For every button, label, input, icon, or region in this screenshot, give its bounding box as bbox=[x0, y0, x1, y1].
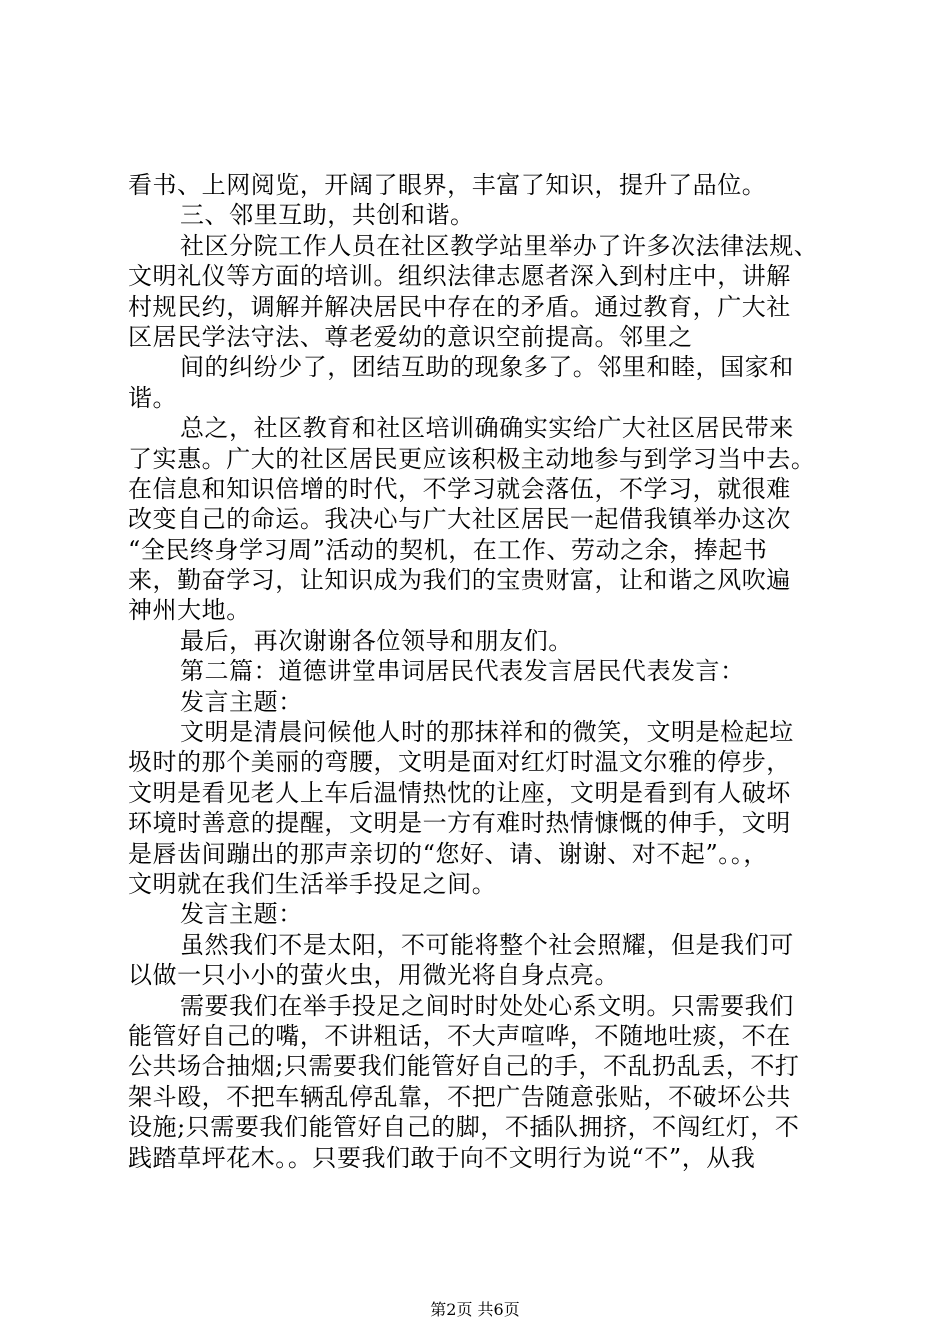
text-line: 设施;只需要我们能管好自己的脚，不插队拥挤，不闯红灯，不 bbox=[128, 1113, 800, 1142]
text-line: 环境时善意的提醒，文明是一方有难时热情慷慨的伸手，文明 bbox=[128, 809, 791, 838]
text-line: 是唇齿间蹦出的那声亲切的“您好、请、谢谢、对不起”。。， bbox=[128, 839, 768, 868]
page-footer: 第2页 共6页 bbox=[430, 1300, 520, 1319]
text-line: 虽然我们不是太阳，不可能将整个社会照耀，但是我们可 bbox=[180, 930, 794, 959]
text-line: 谐。 bbox=[128, 383, 178, 412]
text-line: 三、邻里互助，共创和谐。 bbox=[180, 201, 475, 230]
text-line: 村规民约，调解并解决居民中存在的矛盾。通过教育，广大社 bbox=[128, 292, 791, 321]
text-line: 践踏草坪花木。。只要我们敢于向不文明行为说“不”，从我 bbox=[128, 1143, 756, 1172]
text-line: 能管好自己的嘴，不讲粗话，不大声喧哗，不随地吐痰，不在 bbox=[128, 1021, 791, 1050]
text-line: 发言主题： bbox=[180, 687, 303, 716]
text-line: 文明礼仪等方面的培训。组织法律志愿者深入到村庄中，讲解 bbox=[128, 262, 791, 291]
text-line: 文明是看见老人上车后温情热忱的让座，文明是看到有人破坏 bbox=[128, 778, 791, 807]
text-line: 公共场合抽烟;只需要我们能管好自己的手，不乱扔乱丢，不打 bbox=[128, 1052, 800, 1081]
text-line: 来，勤奋学习，让知识成为我们的宝贵财富，让和谐之风吹遍 bbox=[128, 566, 791, 595]
text-line: 改变自己的命运。我决心与广大社区居民一起借我镇举办这次 bbox=[128, 505, 791, 534]
body-text bbox=[128, 170, 828, 1173]
text-line: 文明就在我们生活举手投足之间。 bbox=[128, 869, 497, 898]
text-line: 社区分院工作人员在社区教学站里举办了许多次法律法规、 bbox=[180, 231, 819, 260]
text-line: 在信息和知识倍增的时代，不学习就会落伍，不学习，就很难 bbox=[128, 474, 791, 503]
text-line: 间的纠纷少了，团结互助的现象多了。邻里和睦，国家和 bbox=[180, 353, 794, 382]
text-line: 需要我们在举手投足之间时时处处心系文明。只需要我们 bbox=[180, 991, 794, 1020]
text-line: 发言主题： bbox=[180, 900, 303, 929]
text-line: “全民终身学习周”活动的契机，在工作、劳动之余，捧起书 bbox=[128, 535, 768, 564]
text-line: 区居民学法守法、尊老爱幼的意识空前提高。邻里之 bbox=[128, 322, 693, 351]
text-line: 圾时的那个美丽的弯腰，文明是面对红灯时温文尔雅的停步， bbox=[128, 748, 791, 777]
text-line: 总之，社区教育和社区培训确确实实给广大社区居民带来 bbox=[180, 414, 794, 443]
text-line: 文明是清晨问候他人时的那抹祥和的微笑，文明是检起垃 bbox=[180, 718, 794, 747]
text-line: 以做一只小小的萤火虫，用微光将自身点亮。 bbox=[128, 961, 619, 990]
text-line: 神州大地。 bbox=[128, 596, 251, 625]
text-line: 了实惠。广大的社区居民更应该积极主动地参与到学习当中去。 bbox=[128, 444, 816, 473]
text-line: 第二篇：道德讲堂串词居民代表发言居民代表发言： bbox=[180, 657, 745, 686]
text-line: 看书、上网阅览，开阔了眼界，丰富了知识，提升了品位。 bbox=[128, 171, 767, 199]
text-line: 最后，再次谢谢各位领导和朋友们。 bbox=[180, 626, 573, 655]
text-line: 架斗殴，不把车辆乱停乱靠，不把广告随意张贴，不破坏公共 bbox=[128, 1082, 791, 1111]
